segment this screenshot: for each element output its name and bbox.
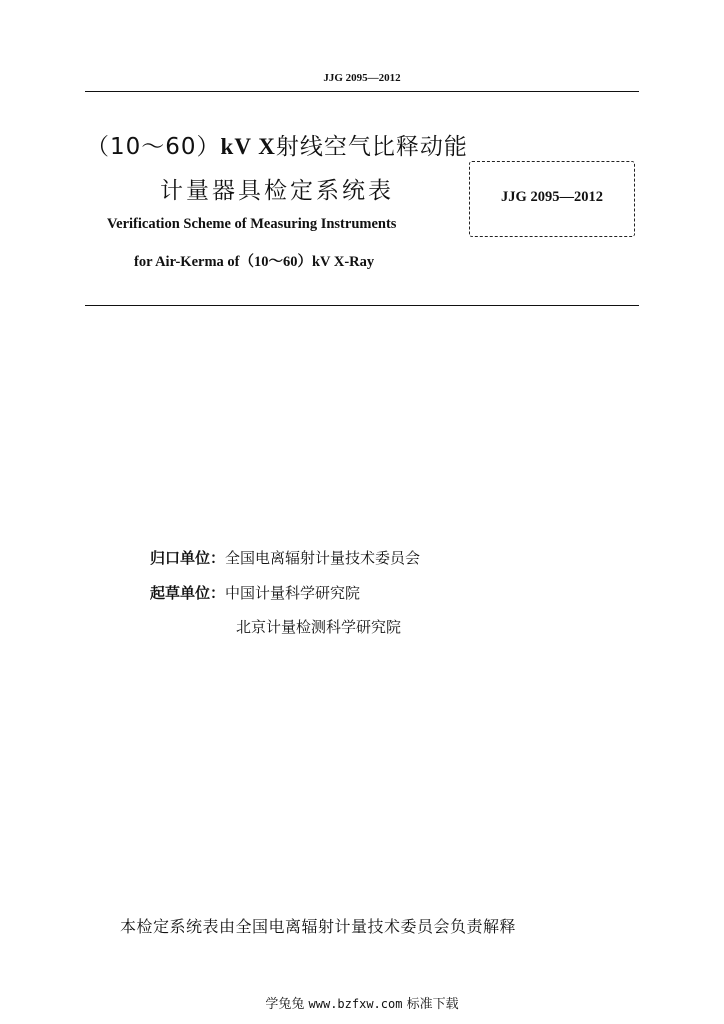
header-standard-code: JJG 2095—2012 <box>323 72 401 84</box>
responsible-unit-row <box>150 547 420 568</box>
title-cn-suffix: 射线空气比释动能 <box>275 134 468 160</box>
title-bottom-rule <box>85 305 639 306</box>
drafting-unit-label: 起草单位： <box>150 584 226 602</box>
watermark-suffix: 标准下载 <box>406 997 459 1012</box>
watermark <box>0 993 724 1012</box>
drafting-unit-value-2: 北京计量检测科学研究院 <box>236 618 402 636</box>
interpretation-note: 本检定系统表由全国电离辐射计量技术委员会负责解释 <box>120 917 517 936</box>
responsible-unit-value: 全国电离辐射计量技术委员会 <box>225 549 421 567</box>
watermark-prefix: 学兔兔 <box>265 997 305 1012</box>
title-cn-prefix: （10～60） <box>86 134 221 160</box>
title-cn-line-2: 计量器具检定系统表 <box>160 178 394 204</box>
title-cn-line-1 <box>86 128 468 161</box>
title-en-line-2: for Air-Kerma of（10～60）kV X-Ray <box>134 254 375 270</box>
title-en-line-1: Verification Scheme of Measuring Instruments <box>107 216 397 232</box>
header-rule <box>85 91 639 92</box>
drafting-unit-value-1: 中国计量科学研究院 <box>225 584 361 602</box>
standard-code-box <box>469 161 635 237</box>
standard-code-box-text: JJG 2095—2012 <box>501 189 603 205</box>
title-cn-latin: kV X <box>220 134 276 159</box>
responsible-unit-label: 归口单位： <box>150 549 226 567</box>
drafting-unit-row <box>150 582 360 603</box>
watermark-url: www.bzfxw.com <box>308 997 403 1011</box>
